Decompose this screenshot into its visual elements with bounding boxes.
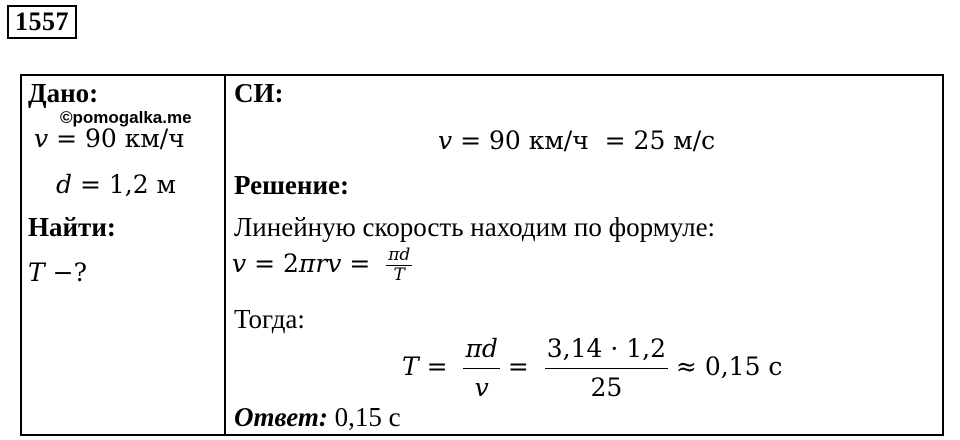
fraction3-denominator: 25 (590, 373, 623, 402)
fraction-pi-d-over-v (463, 330, 499, 407)
given-column (22, 76, 226, 434)
answer-line (234, 402, 401, 433)
find-target-rest: −? (44, 258, 87, 287)
formula-period (402, 330, 782, 407)
solution-column (226, 76, 942, 434)
fraction2-numerator: πd (463, 330, 499, 369)
si-var: v (438, 126, 453, 155)
formula2-T: T (402, 352, 419, 381)
given-speed-var: v (34, 124, 49, 153)
si-value: = 90 км/ч = 25 м/с (452, 126, 716, 155)
formula1-pi: π (298, 249, 316, 278)
solution-text: Линейную скорость находим по формуле: (234, 212, 716, 242)
solution-header: Решение: (234, 170, 349, 200)
formula1-v2: v (327, 249, 342, 278)
problem-number: 1557 (7, 5, 77, 39)
solution-table (20, 74, 944, 436)
watermark: ©pomogalka.me (60, 108, 192, 127)
formula2-result: ≈ 0,15 с (667, 352, 783, 381)
answer-value: 0,15 с (327, 402, 401, 432)
find-header: Найти: (28, 212, 116, 242)
given-header: Дано: (28, 78, 99, 108)
find-target-var: T (28, 258, 45, 287)
si-conversion (438, 126, 715, 155)
si-header: СИ: (234, 78, 284, 108)
formula1-eq2: = (341, 249, 379, 278)
formula-linear-speed (232, 246, 412, 285)
then-text: Тогда: (234, 304, 305, 334)
formula2-eq2: = (499, 352, 537, 381)
fraction3-numerator: 3,14 · 1,2 (545, 330, 668, 369)
fraction2-denominator: v (474, 373, 489, 402)
formula1-r: r (315, 249, 328, 278)
given-speed-value: = 90 км/ч (48, 124, 185, 153)
given-diameter-var: d (56, 170, 73, 199)
answer-label: Ответ: (234, 402, 328, 432)
formula1-eq: = 2 (246, 249, 299, 278)
formula1-v: v (232, 249, 247, 278)
fraction-numeric (545, 330, 668, 407)
find-target (28, 258, 87, 287)
given-diameter (56, 170, 176, 199)
given-diameter-value: = 1,2 м (72, 170, 177, 199)
fraction-pi-d-over-T (386, 246, 412, 285)
fraction-numerator: πd (388, 245, 411, 265)
fraction-denominator: T (393, 265, 405, 285)
formula2-eq1: = (418, 352, 456, 381)
given-speed (34, 124, 185, 153)
